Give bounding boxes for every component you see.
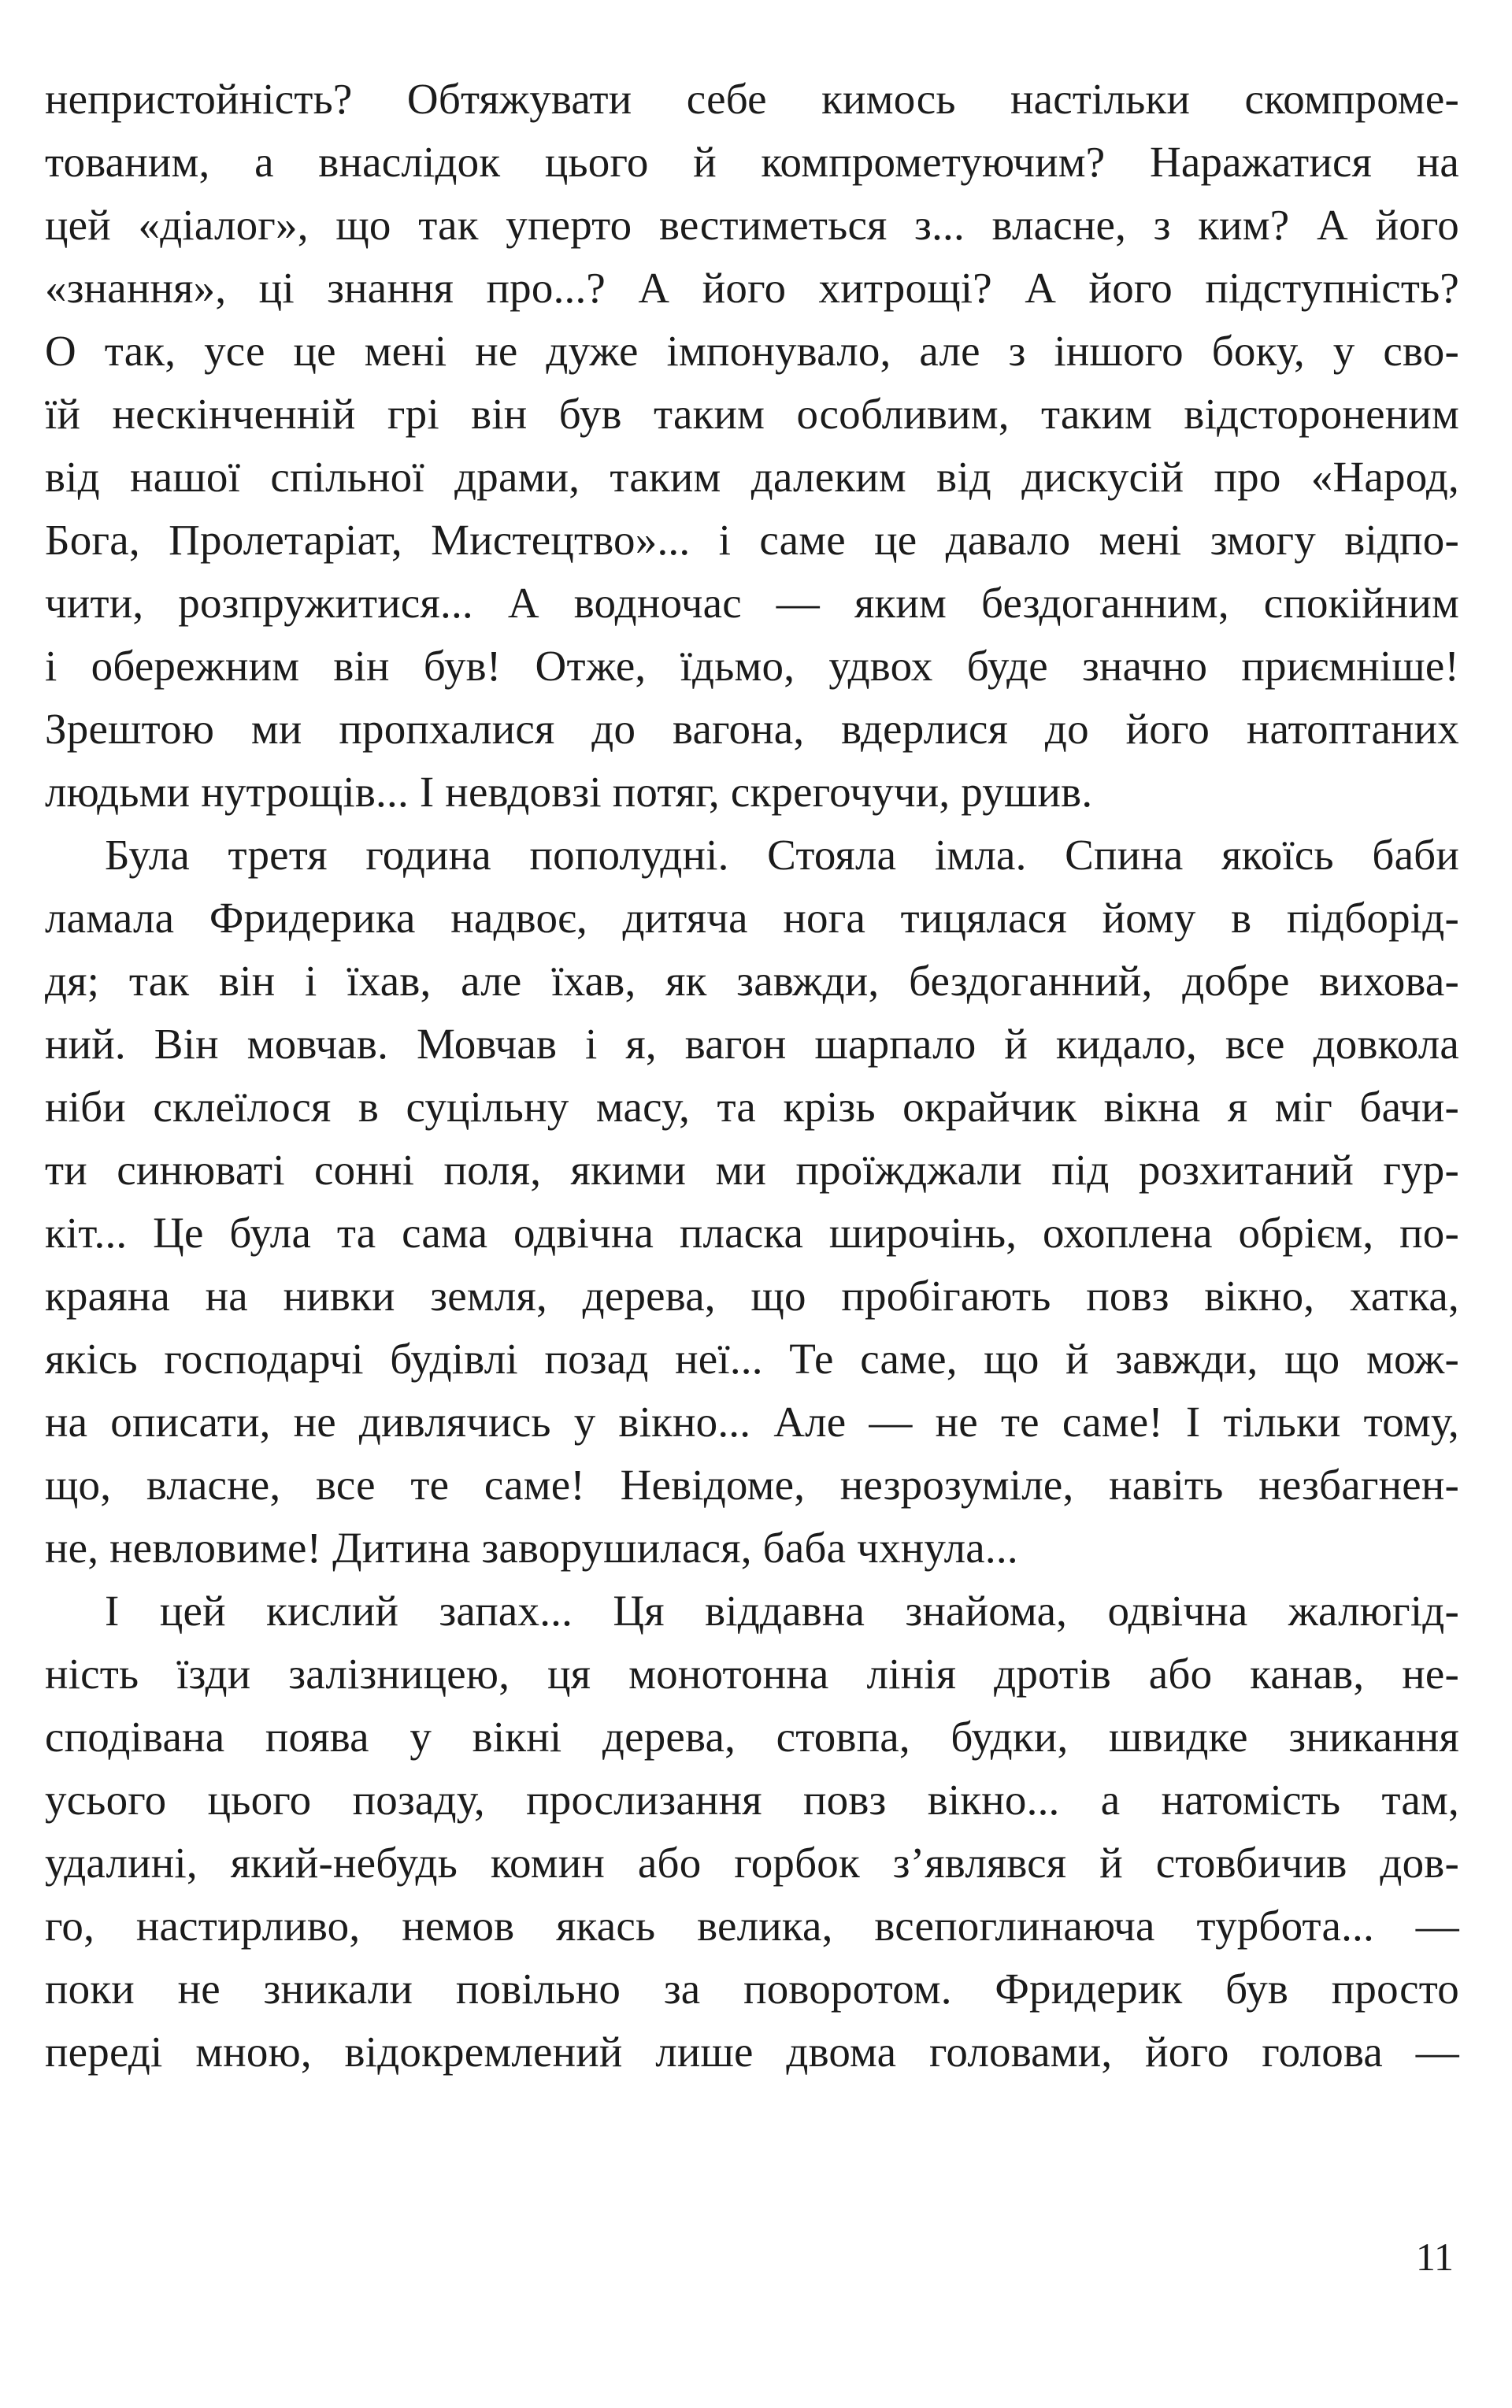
page-text (45, 68, 1459, 2084)
text-line: і обережним він був! Отже, їдьмо, удвох буде значно приємніше! (45, 642, 1459, 690)
text-line: тованим, а внаслідок цього й компрометуючим? Наражатися на (45, 138, 1459, 186)
text-line: ламала Фридерика надвоє, дитяча нога тицялася йому в підборід- (45, 894, 1459, 942)
paragraph (45, 68, 1459, 824)
page-number: 11 (1415, 2235, 1454, 2279)
text-line: краяна на нивки земля, дерева, що пробігають повз вікно, хатка, (45, 1272, 1459, 1320)
text-line: «знання», ці знання про...? А його хитрощі? А його підступність? (45, 264, 1459, 312)
paragraph (45, 824, 1459, 1580)
text-line: ніби склеїлося в суцільну масу, та крізь окрайчик вікна я міг бачи- (45, 1083, 1459, 1131)
text-line: го, настирливо, немов якась велика, всепоглинаюча турбота... — (45, 1902, 1459, 1950)
text-line: сподівана поява у вікні дерева, стовпа, будки, швидке зникання (45, 1713, 1459, 1761)
text-line: удалині, який-небудь комин або горбок з’являвся й стовбичив дов- (45, 1839, 1459, 1887)
text-line: від нашої спільної драми, таким далеким від дискусій про «Народ, (45, 453, 1459, 501)
text-line: поки не зникали повільно за поворотом. Фридерик був просто (45, 1965, 1459, 2013)
text-line: Була третя година пополудні. Стояла імла. Спина якоїсь баби (105, 831, 1459, 879)
text-line: що, власне, все те саме! Невідоме, незрозуміле, навіть незбагнен- (45, 1461, 1459, 1509)
text-line: дя; так він і їхав, але їхав, як завжди, бездоганний, добре вихова- (45, 957, 1459, 1005)
text-line: на описати, не дивлячись у вікно... Але — не те саме! І тільки тому, (45, 1398, 1459, 1446)
text-line: ність їзди залізницею, ця монотонна лінія дротів або канав, не- (45, 1650, 1459, 1698)
text-line: ний. Він мовчав. Мовчав і я, вагон шарпало й кидало, все довкола (45, 1020, 1459, 1068)
text-line: Бога, Пролетаріат, Мистецтво»... і саме це давало мені змогу відпо- (45, 516, 1459, 564)
text-line: їй нескінченній грі він був таким особливим, таким відстороненим (45, 390, 1459, 438)
text-line: ти синюваті сонні поля, якими ми проїжджали під розхитаний гур- (45, 1146, 1459, 1194)
text-line: усього цього позаду, прослизання повз вікно... а натомість там, (45, 1776, 1459, 1824)
text-line: цей «діалог», що так уперто вестиметься з... власне, з ким? А його (45, 201, 1459, 249)
paragraph (45, 1580, 1459, 2084)
text-line: кіт... Це була та сама одвічна пласка широчінь, охоплена обрієм, по- (45, 1209, 1459, 1257)
text-line: не, невловиме! Дитина заворушилася, баба чхнула... (45, 1524, 1018, 1572)
text-line: І цей кислий запах... Ця віддавна знайома, одвічна жалюгід- (105, 1587, 1459, 1635)
text-line: переді мною, відокремлений лише двома головами, його голова — (45, 2028, 1459, 2076)
text-line: чити, розпружитися... А водночас — яким бездоганним, спокійним (45, 579, 1459, 627)
text-line: О так, усе це мені не дуже імпонувало, але з іншого боку, у сво- (45, 327, 1459, 375)
text-line: якісь господарчі будівлі позад неї... Те саме, що й завжди, що мож- (45, 1335, 1459, 1383)
text-line: Зрештою ми пропхалися до вагона, вдерлися до його натоптаних (45, 705, 1459, 753)
text-line: непристойність? Обтяжувати себе кимось настільки скомпроме- (45, 75, 1459, 123)
text-line: людьми нутрощів... І невдовзі потяг, скрегочучи, рушив. (45, 768, 1093, 816)
